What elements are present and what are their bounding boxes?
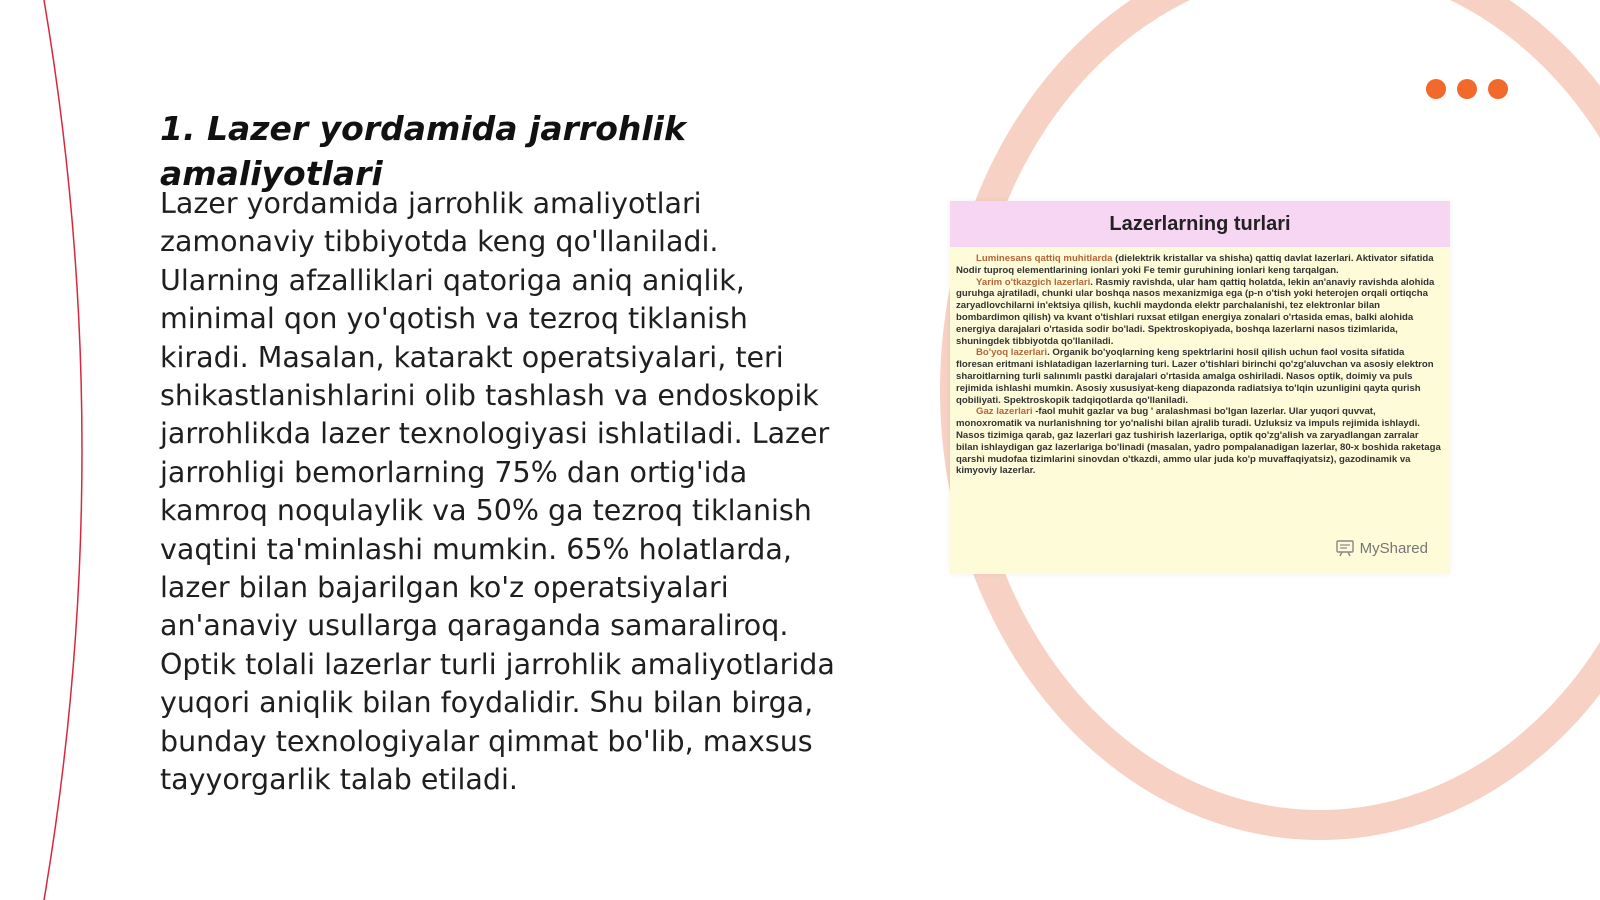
watermark-text: MyShared [1359,539,1428,557]
slide-body-text: Lazer yordamida jarrohlik amaliyotlari zamonaviy tibbiyotda keng qo'llaniladi. Ularning afzalliklari qatoriga aniq aniqlik, minimal qon yo'qotish va tezroq tiklanish kiradi. Masalan, katarakt operatsiyalari, teri shikastlanishlarini olib tashlash va endoskopik jarrohlikda lazer texnologiyasi ishlatiladi. Lazer jarrohligi bemorlarning 75% dan ortig'ida kamroq noqulaylik va 50% ga tezroq tiklanish vaqtini ta'minlashi mumkin. 65% holatlarda, lazer bilan bajarilgan ko'z operatsiyalari an'anaviy usullarga qaraganda samaraliroq. Optik tolali lazerlar turli jarrohlik amaliyotlarida yuqori aniqlik bilan foydalidir. Shu bilan birga, bunday texnologiyalar qimmat bo'lib, maxsus tayyorgarlik talab etiladi. [160,187,835,797]
card-text: -faol muhit gazlar va bug ' aralashmasi bo'lgan lazerlar. Ular yuqori quvvat, monoxromatik va nurlanishning tor yo'nalishi bilan ajralib turadi. Uzluksiz va impuls rejimida ishlaydi. Nasos tizimiga qarab, gaz lazerlari gaz tushirish lazerlariga, optik qo'zg'alish va zaryadlangan zarralar bilan ishlaydigan gaz lazerlariga bo'linadi (masalan, yadro pompalanadigan lazerlar, 80-x boshida raketaga qarshi mudofaa tizimlarini sinovdan o'tkazdi, ammo ular juda ko'p muvaffaqiyatsiz), gazodinamik va kimyoviy lazerlar. [956,406,1441,477]
ellipsis-dots-icon [1426,79,1508,99]
dot-2 [1457,79,1477,99]
laser-types-image [950,201,1450,574]
card-text: (dielektrik kristallar va shisha) qattiq davlat lazerlari. Aktivator sifatida Nodir tuproq elementlarining ionlari yoki Fe temir guruhining ionlari keng tarqalgan. [956,253,1434,276]
slide-heading: 1. Lazer yordamida jarrohlik amaliyotlari [160,109,686,193]
card-paragraph-solid-state [956,253,1442,277]
dot-3 [1488,79,1508,99]
card-text: . Organik bo'yoqlarning keng spektrlarini hosil qilish uchun faol vosita sifatida floresan eritmani ishlatadigan lazerlarning turi. Lazer o'tishlari birinchi qo'zg'aluvchan va asosiy elektron sharoitlarning turli salınımlı pastki darajalari o'rtasida amalga oshiriladi. Nasos optik, doimiy va puls rejimida ishlashi mumkin. Asosiy xususiyat-keng diapazonda radiatsiya to'lqin uzunligini qayta qurish qobiliyati. Spektroskopik tadqiqotlarda qo'llaniladi. [956,347,1434,406]
card-term: Bo'yoq lazerlari [976,347,1048,359]
card-term: Luminesans qattiq muhitlarda [976,253,1113,264]
card-text: . Rasmiy ravishda, ular ham qattiq holatda, lekin an'anaviy ravishda alohida guruhga ajratiladi, chunki ular boshqa nasos mexanizmiga ega (p-n o'tish yoki heterojen orqali ortiqcha zaryadlovchilarni in'ektsiya qilish, kuchli maydonda elektr parchalanishi, tez elektronlar bilan bombardimon qilish) va kvant o'tishlari ruxsat etilgan energiya zonalari o'rtasida emas, balki alohida energiya darajalari o'rtasida sodir bo'ladi. Spektroskopiyada, boshqa lazerlarni nasos tizimlarida, shuningdek tibbiyotda qo'llaniladi. [956,276,1435,347]
left-curve-line [0,0,120,900]
card-term: Yarim o'tkazgich lazerlari [976,276,1091,288]
image-card-body [950,247,1450,477]
presentation-screen-icon [1335,538,1355,558]
card-paragraph-dye [956,347,1442,406]
card-term: Gaz lazerlari [976,406,1033,418]
image-card-title: Lazerlarning turlari [950,201,1450,247]
card-paragraph-semiconductor [956,277,1442,348]
watermark [1335,538,1428,558]
dot-1 [1426,79,1446,99]
card-paragraph-gas [956,406,1442,477]
